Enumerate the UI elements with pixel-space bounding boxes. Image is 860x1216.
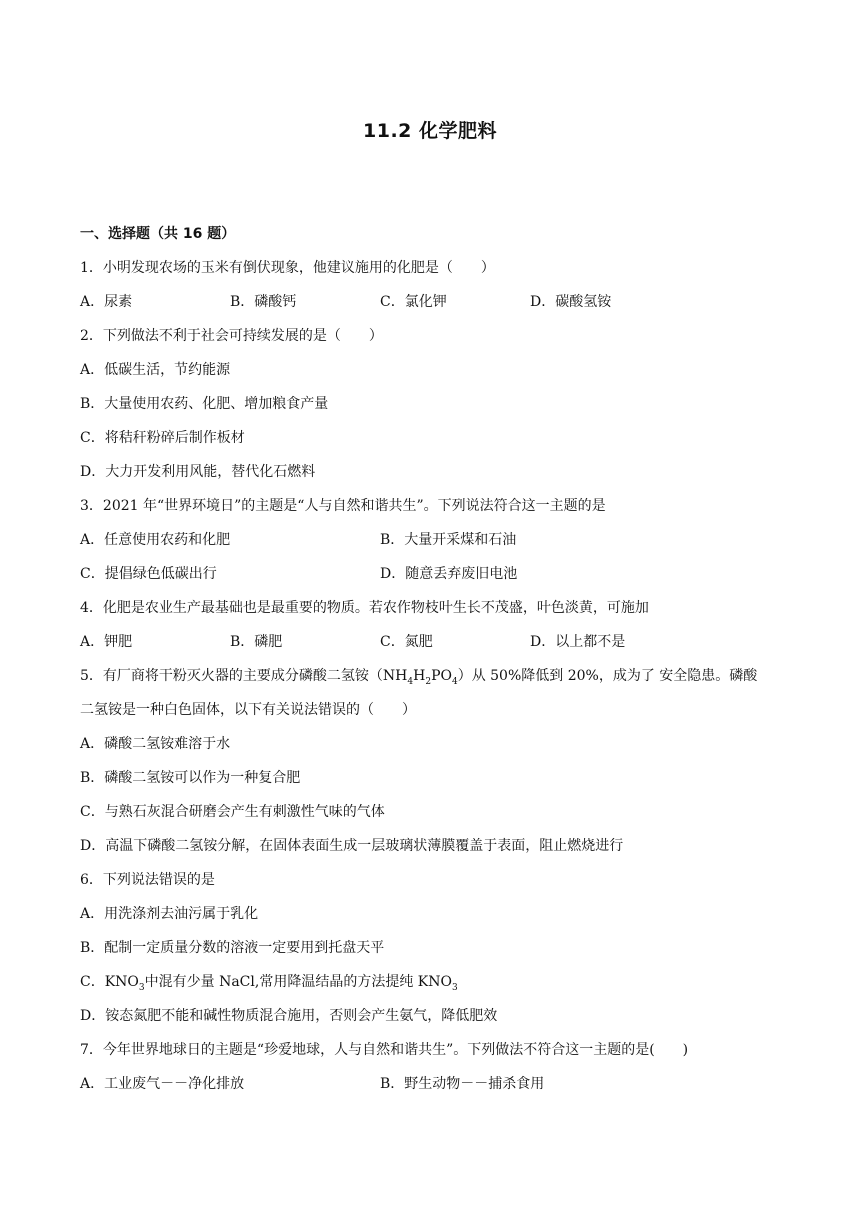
option-c: C．$KNO_3$中混有少量 NaCl,常用降温结晶的方法提纯 $KNO_3$ — [80, 974, 458, 993]
option-a: A．用洗涤剂去油污属于乳化 — [80, 906, 259, 922]
option-row — [80, 631, 780, 665]
option-a: A．低碳生活，节约能源 — [80, 362, 231, 378]
option-row — [80, 563, 780, 597]
option-a: A．磷酸二氢铵难溶于水 — [80, 736, 231, 752]
option-d: D．大力开发利用风能，替代化石燃料 — [80, 464, 316, 480]
option-d: D．铵态氮肥不能和碱性物质混合施用，否则会产生氨气，降低肥效 — [80, 1008, 498, 1024]
option-row — [80, 529, 780, 563]
option-b: B．磷肥 — [230, 634, 283, 650]
option-b: B．大量使用农药、化肥、增加粮食产量 — [80, 396, 329, 412]
option-row — [80, 291, 780, 325]
question-stem: 3．2021 年“世界环境日”的主题是“人与自然和谐共生”。下列说法符合这一主题的是 — [80, 498, 606, 514]
option-row — [80, 1073, 780, 1107]
option-b: B．野生动物－－捕杀食用 — [380, 1076, 545, 1092]
option-a: A．工业废气－－净化排放 — [80, 1076, 245, 1092]
option-a: A．尿素 — [80, 294, 133, 310]
option-d: D．随意丢弃废旧电池 — [380, 566, 518, 582]
question-stem: 1．小明发现农场的玉米有倒伏现象，他建议施用的化肥是（ ） — [80, 260, 495, 276]
option-c: C．氯化钾 — [380, 294, 447, 310]
option-b: B．磷酸二氢铵可以作为一种复合肥 — [80, 770, 301, 786]
option-d: D．高温下磷酸二氢铵分解，在固体表面生成一层玻璃状薄膜覆盖于表面，阻止燃烧进行 — [80, 838, 624, 854]
section-heading: 一、选择题（共 16 题） — [80, 226, 236, 242]
option-c: C．氮肥 — [380, 634, 433, 650]
question-stem: 4．化肥是农业生产最基础也是最重要的物质。若农作物枝叶生长不茂盛，叶色淡黄，可施加 — [80, 600, 649, 616]
question-stem: 6．下列说法错误的是 — [80, 872, 215, 888]
question-stem: 5．有厂商将干粉灭火器的主要成分磷酸二氢铵$(NH_4H_2PO_4)$从 50%降低到 20%，成为了 安全隐患。磷酸 — [80, 668, 758, 687]
option-a: A．钾肥 — [80, 634, 133, 650]
option-b: B．大量开采煤和石油 — [380, 532, 517, 548]
question-stem: 2．下列做法不利于社会可持续发展的是（ ） — [80, 328, 383, 344]
option-c: C．与熟石灰混合研磨会产生有刺激性气味的气体 — [80, 804, 385, 820]
option-c: C．提倡绿色低碳出行 — [80, 566, 217, 582]
option-d: D．以上都不是 — [530, 634, 626, 650]
question-stem: 7．今年世界地球日的主题是“珍爱地球，人与自然和谐共生”。下列做法不符合这一主题的是( ) — [80, 1042, 689, 1058]
option-b: B．磷酸钙 — [230, 294, 297, 310]
option-b: B．配制一定质量分数的溶液一定要用到托盘天平 — [80, 940, 385, 956]
question-list — [80, 223, 780, 1107]
option-d: D．碳酸氢铵 — [530, 294, 612, 310]
option-a: A．任意使用农药和化肥 — [80, 532, 231, 548]
option-c: C．将秸秆粉碎后制作板材 — [80, 430, 245, 446]
question-stem-continued: 二氢铵是一种白色固体，以下有关说法错误的（ ） — [80, 702, 416, 718]
document-title: 11.2 化学肥料 — [363, 120, 497, 142]
